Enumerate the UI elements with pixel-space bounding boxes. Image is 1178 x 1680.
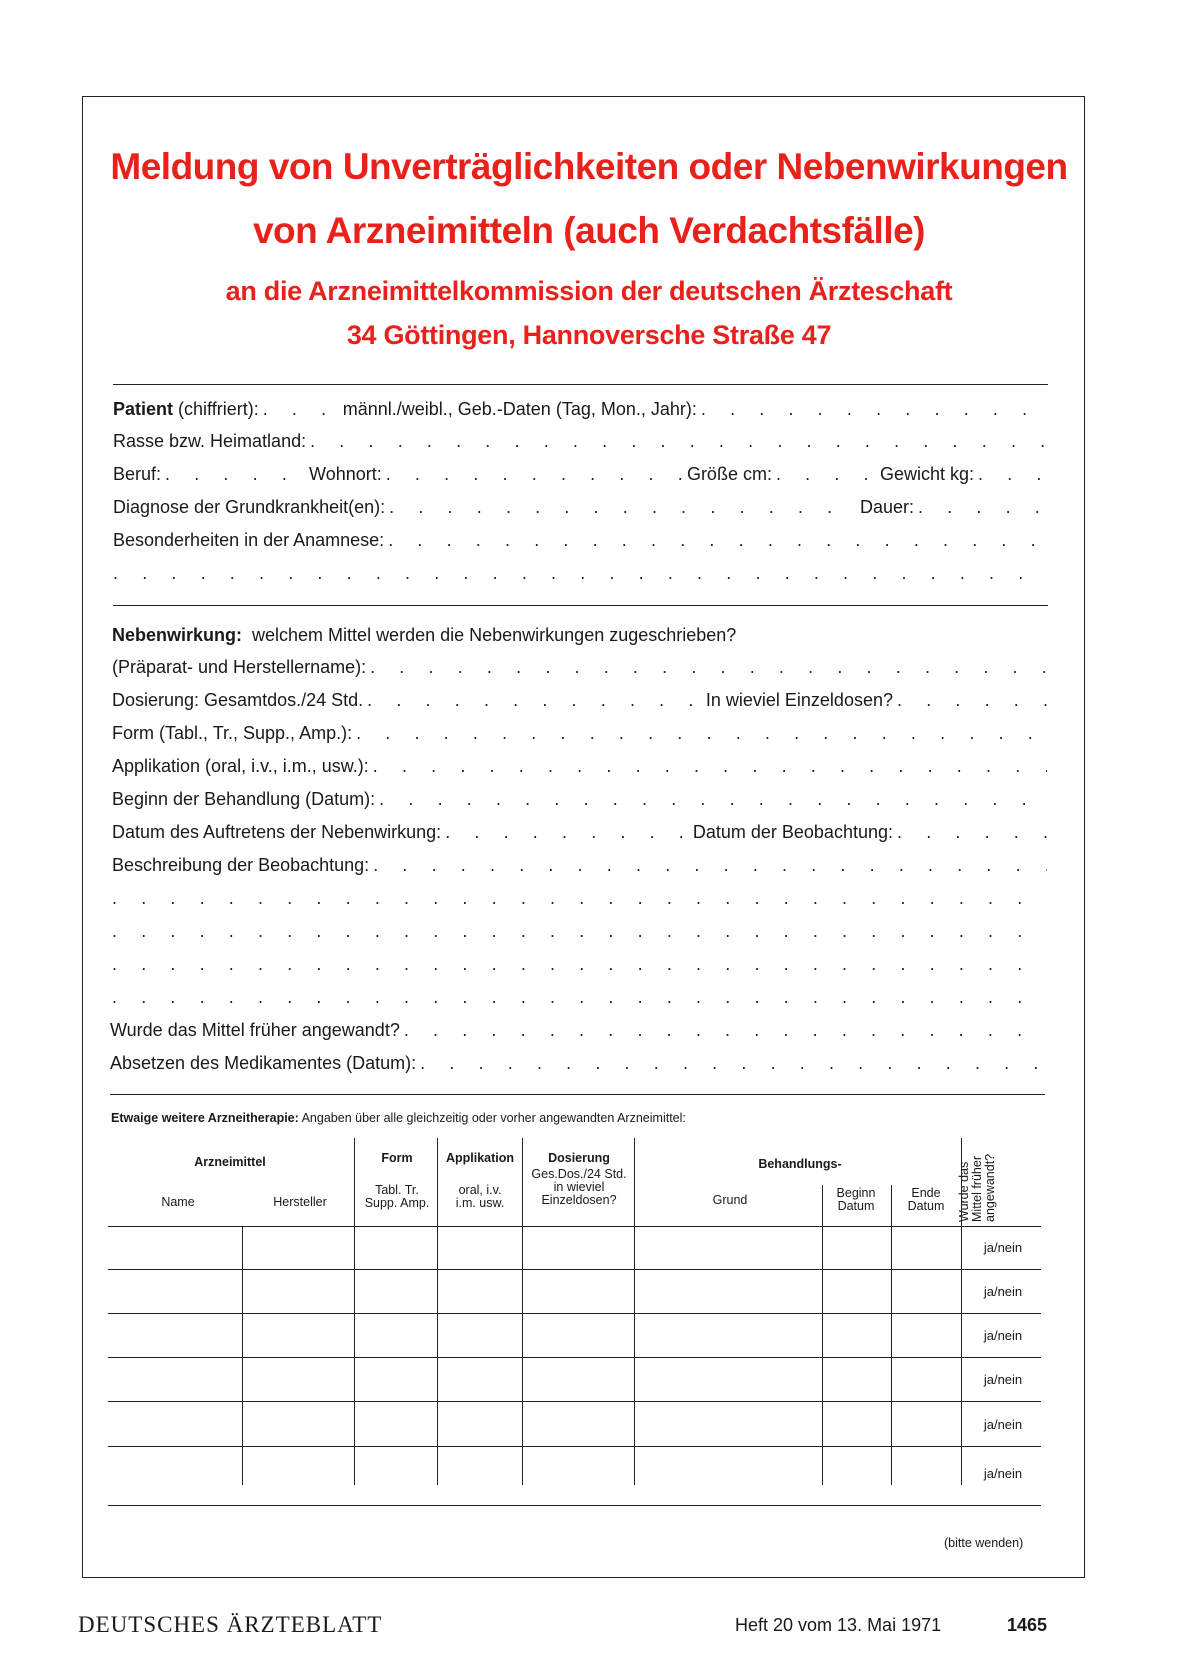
- table-header-rule: [108, 1226, 1041, 1227]
- therapie-line: [111, 1111, 686, 1125]
- table-bottom-rule: [108, 1505, 1041, 1506]
- auftreten-line[interactable]: [112, 817, 1047, 847]
- diagnose-label: Diagnose der Grundkrankheit(en):: [113, 497, 386, 517]
- frueher-label: Wurde das Mittel früher angewandt?: [110, 1020, 400, 1040]
- therapie-heading: Etwaige weitere Arzneitherapie:: [111, 1111, 299, 1125]
- frueher-line[interactable]: [110, 1015, 1045, 1045]
- dotted-line[interactable]: [112, 949, 1047, 979]
- form-subtitle-line2: 34 Göttingen, Hannoversche Straße 47: [346, 320, 832, 350]
- col-dos-sub2: in wieviel: [553, 1180, 605, 1194]
- col-grund: Grund: [712, 1193, 748, 1207]
- col-divider: [634, 1138, 635, 1485]
- rasse-label: Rasse bzw. Heimatland:: [113, 431, 307, 451]
- auftreten-label: Datum des Auftretens der Nebenwirkung:: [112, 822, 442, 842]
- col-beginn: Beginn: [836, 1186, 876, 1200]
- table-row-rule: [108, 1269, 1041, 1270]
- beginn-label: Beginn der Behandlung (Datum):: [112, 789, 376, 809]
- applikation-label: Applikation (oral, i.v., i.m., usw.):: [112, 756, 369, 776]
- col-applikation: Applikation: [445, 1151, 515, 1165]
- beschreibung-label: Beschreibung der Beobachtung:: [112, 855, 370, 875]
- chiffriert-label: (chiffriert):: [178, 399, 259, 419]
- absetzen-label: Absetzen des Medikamentes (Datum):: [110, 1053, 417, 1073]
- table-row-rule: [108, 1313, 1041, 1314]
- therapie-text: Angaben über alle gleichzeitig oder vorher angewandten Arzneimittel:: [301, 1111, 686, 1125]
- col-form-sub1: Tabl. Tr.: [375, 1183, 419, 1197]
- dotted-line[interactable]: [112, 916, 1047, 946]
- dotted-line[interactable]: [112, 883, 1047, 913]
- col-divider: [961, 1138, 962, 1485]
- bitte-wenden: (bitte wenden): [944, 1536, 1024, 1550]
- journal-name: DEUTSCHES ÄRZTEBLATT: [78, 1612, 383, 1637]
- table-row-rule: [108, 1357, 1041, 1358]
- rasse-line[interactable]: [113, 426, 1048, 456]
- patient-line[interactable]: [113, 394, 1048, 424]
- ja-nein-cell[interactable]: ja/nein: [983, 1240, 1023, 1255]
- col-divider: [437, 1138, 438, 1485]
- ja-nein-cell[interactable]: ja/nein: [983, 1466, 1023, 1481]
- col-ende: Ende: [911, 1186, 941, 1200]
- col-beginn-datum: Datum: [837, 1199, 875, 1213]
- divider: [110, 1094, 1045, 1095]
- form-line[interactable]: [112, 718, 1047, 748]
- form-title-line1: Meldung von Unverträglichkeiten oder Nebenwirkungen: [110, 146, 1068, 187]
- praeparat-label: (Präparat- und Herstellername):: [112, 657, 367, 677]
- ja-nein-cell[interactable]: ja/nein: [983, 1284, 1023, 1299]
- col-form: Form: [381, 1151, 413, 1165]
- col-dos-sub3: Einzeldosen?: [541, 1193, 617, 1207]
- col-divider: [354, 1138, 355, 1485]
- col-frueher: Wurde das Mittel früher angewandt?: [957, 1153, 997, 1222]
- beginn-line[interactable]: [112, 784, 1047, 814]
- ja-nein-cell[interactable]: ja/nein: [983, 1328, 1023, 1343]
- col-ende-datum: Datum: [907, 1199, 945, 1213]
- praeparat-line[interactable]: [112, 652, 1047, 682]
- col-name: Name: [161, 1195, 195, 1209]
- dosierung-line[interactable]: [112, 685, 1047, 715]
- col-arzneimittel: Arzneimittel: [194, 1155, 266, 1169]
- beruf-label: Beruf:: [113, 464, 162, 484]
- dauer-label: Dauer:: [859, 497, 914, 517]
- patient-heading: Patient: [113, 399, 174, 419]
- sex-dob-label: männl./weibl., Geb.-Daten (Tag, Mon., Jahr):: [342, 399, 697, 419]
- besonderheiten-label: Besonderheiten in der Anamnese:: [113, 530, 385, 550]
- beschreibung-line[interactable]: [112, 850, 1047, 880]
- ja-nein-cell[interactable]: ja/nein: [983, 1372, 1023, 1387]
- nebenwirkung-heading: Nebenwirkung:: [112, 625, 243, 645]
- wohnort-label: Wohnort:: [309, 464, 382, 484]
- form-subtitle-line1: an die Arzneimittelkommission der deutschen Ärzteschaft: [225, 276, 953, 306]
- dotted-line[interactable]: [112, 982, 1047, 1012]
- col-divider: [822, 1185, 823, 1485]
- dosierung-label: Dosierung: Gesamtdos./24 Std.: [112, 690, 364, 710]
- divider: [113, 384, 1048, 385]
- gewicht-label: Gewicht kg:: [879, 464, 974, 484]
- col-divider: [891, 1185, 892, 1485]
- col-dos-sub1: Ges.Dos./24 Std.: [531, 1167, 627, 1181]
- form-title-line2: von Arzneimitteln (auch Verdachtsfälle): [252, 210, 925, 251]
- nebenwirkung-question: welchem Mittel werden die Nebenwirkungen zugeschrieben?: [252, 625, 737, 645]
- dotted-line[interactable]: [113, 558, 1048, 588]
- diagnose-line[interactable]: [113, 492, 1048, 522]
- col-form-sub2: Supp. Amp.: [364, 1196, 430, 1210]
- col-divider: [522, 1138, 523, 1485]
- table-row-rule: [108, 1446, 1041, 1447]
- col-appl-sub2: i.m. usw.: [455, 1196, 505, 1210]
- beobachtung-datum-label: Datum der Beobachtung:: [692, 822, 893, 842]
- col-behandlungs: Behandlungs-: [758, 1157, 842, 1171]
- col-appl-sub1: oral, i.v.: [458, 1183, 502, 1197]
- form-label: Form (Tabl., Tr., Supp., Amp.):: [112, 723, 353, 743]
- issue-info: Heft 20 vom 13. Mai 1971: [735, 1615, 942, 1635]
- besonderheiten-line[interactable]: [113, 525, 1048, 555]
- absetzen-line[interactable]: [110, 1048, 1045, 1078]
- table-row-rule: [108, 1401, 1041, 1402]
- col-dosierung: Dosierung: [548, 1151, 610, 1165]
- page-number: 1465: [1007, 1615, 1048, 1635]
- col-divider: [242, 1226, 243, 1485]
- nebenwirkung-line: [112, 620, 1047, 650]
- divider: [113, 605, 1048, 606]
- col-hersteller: Hersteller: [273, 1195, 327, 1209]
- ja-nein-cell[interactable]: ja/nein: [983, 1417, 1023, 1432]
- beruf-line[interactable]: [113, 459, 1048, 489]
- applikation-line[interactable]: [112, 751, 1047, 781]
- groesse-label: Größe cm:: [686, 464, 772, 484]
- einzeldosen-label: In wieviel Einzeldosen?: [705, 690, 893, 710]
